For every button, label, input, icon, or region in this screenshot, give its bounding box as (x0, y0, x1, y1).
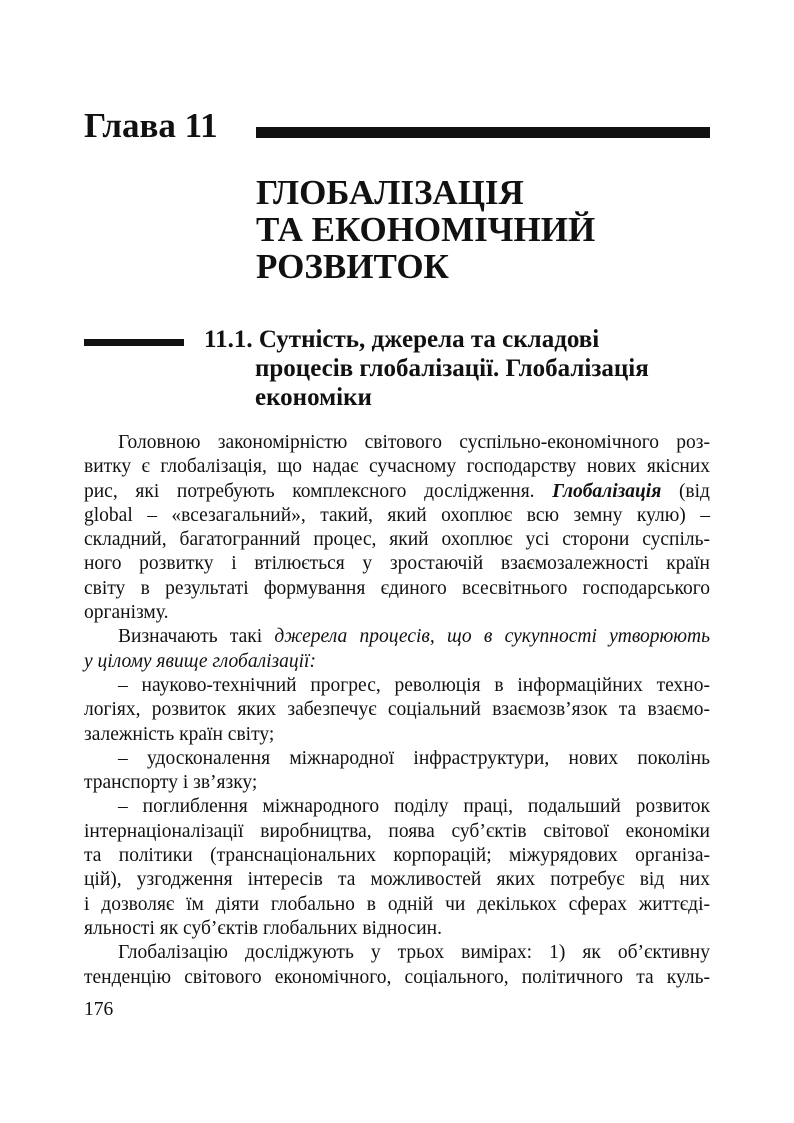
list-item-line: логіях, розвиток яких забезпечує соціальний взаємозв’язок та взаємо- (84, 699, 710, 721)
section-title-line: економіки (255, 384, 372, 411)
list-item-line: – удосконалення міжнародної інфраструктури, нових поколінь (118, 747, 710, 769)
text-run: рис, які потребують комплексного дослідження. (84, 480, 553, 502)
text-line (84, 480, 710, 504)
text-line: Головною закономірністю світового суспільно-економічного роз- (118, 432, 710, 453)
text-run: Визначають такі (118, 626, 275, 648)
text-line: global – «всезагальний», такий, який охоплює всю земну кулю) – (84, 504, 710, 526)
section-title (204, 325, 649, 412)
text-line: ного розвитку і втілюється у зростаючій взаємозалежності країн (84, 553, 710, 575)
list-item-line: – поглиблення міжнародного поділу праці, подальший розвиток (118, 796, 710, 818)
text-line: організму. (84, 602, 169, 624)
list-item-line: та політики (транснаціональних корпорацій; міжурядових організа- (84, 845, 710, 867)
chapter-label: Глава 11 (84, 106, 218, 145)
list-item-line: яльності як суб’єктів глобальних відносин. (84, 917, 442, 939)
page-number: 176 (84, 999, 114, 1020)
chapter-title-line: ГЛОБАЛІЗАЦІЯ (256, 173, 524, 212)
list-item-line: інтернаціоналізації виробництва, поява суб’єктів світової економіки (84, 820, 710, 842)
text-line: тенденцію світового економічного, соціального, політичного та куль- (84, 966, 710, 988)
list-item-line: транспорту і зв’язку; (84, 772, 258, 794)
term-globalization: Глобалізація (552, 480, 662, 502)
list-item-line: залежність країн світу; (84, 723, 275, 745)
text-line: у цілому явище глобалізації: (84, 650, 316, 672)
section-heading-rule (84, 339, 184, 346)
text-line: Глобалізацію досліджують у трьох вимірах: 1) як об’єктивну (118, 942, 710, 964)
text-line (84, 625, 710, 649)
text-line: світу в результаті формування єдиного всесвітнього господарського (84, 577, 710, 599)
text-line: витку є глобалізація, що надає сучасному господарству нових якісних (84, 456, 710, 478)
section-title-line: процесів глобалізації. Глобалізація (255, 355, 649, 382)
section-title-line: 11.1. Сутність, джерела та складові (204, 326, 600, 353)
list-item-line: цій), узгодження інтересів та можливостей яких потребує від них (84, 869, 710, 891)
body-text (84, 431, 710, 990)
text-run: (від (661, 480, 710, 502)
chapter-title-line: РОЗВИТОК (256, 247, 449, 286)
list-item-line: і дозволяє їм діяти глобально в одній чи декількох сферах життєді- (84, 893, 710, 915)
text-line: складний, багатогранний процес, який охоплює усі сторони суспіль- (84, 529, 710, 551)
chapter-heading-rule (256, 127, 710, 138)
chapter-title-line: ТА ЕКОНОМІЧНИЙ (256, 210, 596, 249)
chapter-title (256, 174, 595, 285)
italic-run: джерела процесів, що в сукупності утворюють (274, 626, 710, 648)
list-item-line: – науково-технічний прогрес, революція в інформаційних техно- (118, 674, 710, 696)
